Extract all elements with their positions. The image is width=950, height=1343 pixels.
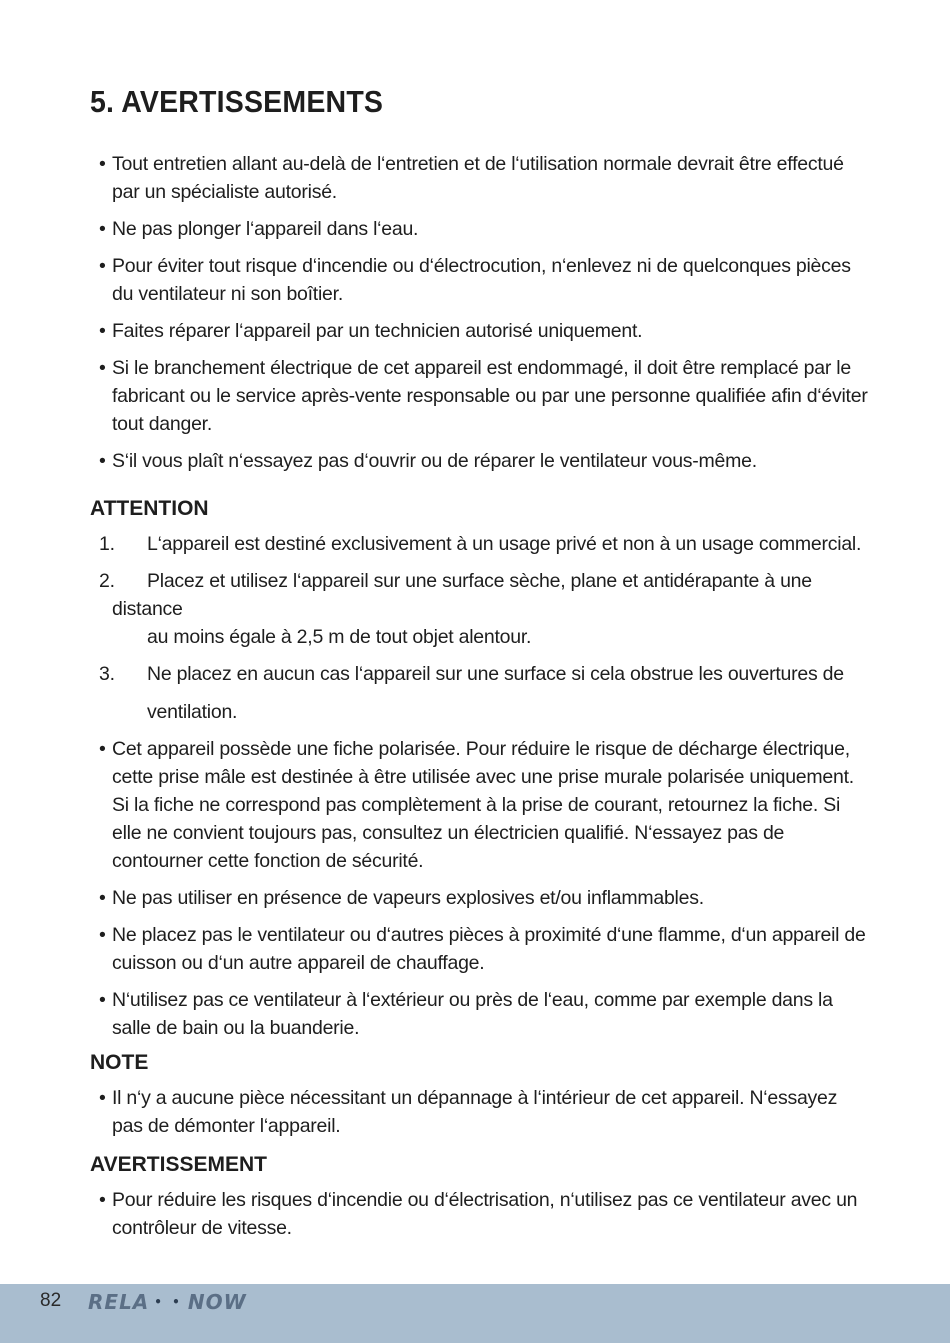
logo-dots-icon: • • — [154, 1295, 183, 1309]
bullet-icon: • — [99, 924, 106, 946]
list-item-text: Pour éviter tout risque d‘incendie ou d‘électrocution, n‘enlevez ni de quelconques pièces du ventilateur ni son boîtier. — [112, 255, 851, 305]
item-text-continued: au moins égale à 2,5 m de tout objet alentour. — [147, 626, 532, 648]
brand-logo — [88, 1287, 247, 1317]
logo-text-left: RELA — [88, 1290, 150, 1314]
warnings-list — [90, 150, 870, 484]
list-item — [90, 150, 870, 206]
list-item — [90, 884, 870, 912]
numbered-item — [90, 530, 870, 558]
list-item-text: Il n‘y a aucune pièce nécessitant un dépannage à l‘intérieur de cet appareil. N‘essayez pas de démonter l‘appareil. — [112, 1087, 838, 1137]
list-item-text: S‘il vous plaît n‘essayez pas d‘ouvrir ou de réparer le ventilateur vous-même. — [112, 450, 757, 472]
item-text: Ne placez en aucun cas l‘appareil sur une surface si cela obstrue les ouvertures de — [147, 663, 844, 685]
list-item — [90, 1186, 870, 1242]
bullet-icon: • — [99, 738, 106, 760]
bullet-icon: • — [99, 255, 106, 277]
list-item — [90, 354, 870, 438]
item-number: 2. — [99, 570, 115, 592]
bullet-icon: • — [99, 1087, 106, 1109]
list-item-text: Tout entretien allant au-delà de l‘entretien et de l‘utilisation normale devrait être effectué par un spécialiste autorisé. — [112, 153, 844, 203]
list-item — [90, 735, 870, 875]
list-item-text: Cet appareil possède une fiche polarisée. Pour réduire le risque de décharge électrique, cette prise mâle est destinée à être utilisée avec une prise murale polarisée uniquement. Si la fiche ne correspond pas complètement à la prise de courant, retournez la fiche. Si elle ne convient toujours pas, consultez un électricien qualifié. N‘essayez pas de contourner cette fonction de sécurité. — [112, 738, 854, 872]
bullet-icon: • — [99, 320, 106, 342]
list-item — [90, 317, 870, 345]
attention-heading: ATTENTION — [90, 497, 209, 520]
page-title: 5. AVERTISSEMENTS — [90, 84, 384, 119]
warning-section — [90, 1151, 870, 1251]
warning-heading: AVERTISSEMENT — [90, 1153, 267, 1176]
numbered-item — [90, 567, 870, 651]
list-item — [90, 986, 870, 1042]
list-item — [90, 215, 870, 243]
bullet-icon: • — [99, 357, 106, 379]
item-text-wrap: distance — [112, 598, 183, 620]
item-number: 1. — [99, 533, 115, 555]
list-item-text: Ne pas plonger l‘appareil dans l‘eau. — [112, 218, 419, 240]
list-item — [90, 1084, 870, 1140]
item-text-continued: ventilation. — [147, 701, 238, 723]
list-item-text: Faites réparer l‘appareil par un technicien autorisé uniquement. — [112, 320, 643, 342]
list-item-text: Si le branchement électrique de cet appareil est endommagé, il doit être remplacé par le fabricant ou le service après-vente responsable ou par une personne qualifiée afin d‘éviter tout danger. — [112, 357, 868, 435]
bullet-icon: • — [99, 153, 106, 175]
list-item-text: Ne pas utiliser en présence de vapeurs explosives et/ou inflammables. — [112, 887, 704, 909]
page-number: 82 — [40, 1290, 62, 1311]
list-item — [90, 252, 870, 308]
item-text: Placez et utilisez l‘appareil sur une surface sèche, plane et antidérapante à une — [147, 570, 812, 592]
list-item-text: N‘utilisez pas ce ventilateur à l‘extérieur ou près de l‘eau, comme par exemple dans la salle de bain ou la buanderie. — [112, 989, 833, 1039]
bullet-icon: • — [99, 450, 106, 472]
bullet-icon: • — [99, 989, 106, 1011]
numbered-item — [90, 660, 870, 726]
bullet-icon: • — [99, 887, 106, 909]
list-item-text: Pour réduire les risques d‘incendie ou d‘électrisation, n‘utilisez pas ce ventilateur avec un contrôleur de vitesse. — [112, 1189, 858, 1239]
item-number: 3. — [99, 663, 115, 685]
attention-section — [90, 495, 870, 1051]
bullet-icon: • — [99, 218, 106, 240]
note-section — [90, 1049, 870, 1149]
list-item-text: Ne placez pas le ventilateur ou d‘autres pièces à proximité d‘une flamme, d‘un appareil de cuisson ou d‘un autre appareil de chauffage. — [112, 924, 866, 974]
bullet-icon: • — [99, 1189, 106, 1211]
note-heading: NOTE — [90, 1051, 149, 1074]
logo-text-right: NOW — [187, 1290, 247, 1314]
list-item — [90, 447, 870, 475]
item-text: L‘appareil est destiné exclusivement à un usage privé et non à un usage commercial. — [147, 533, 862, 555]
list-item — [90, 921, 870, 977]
